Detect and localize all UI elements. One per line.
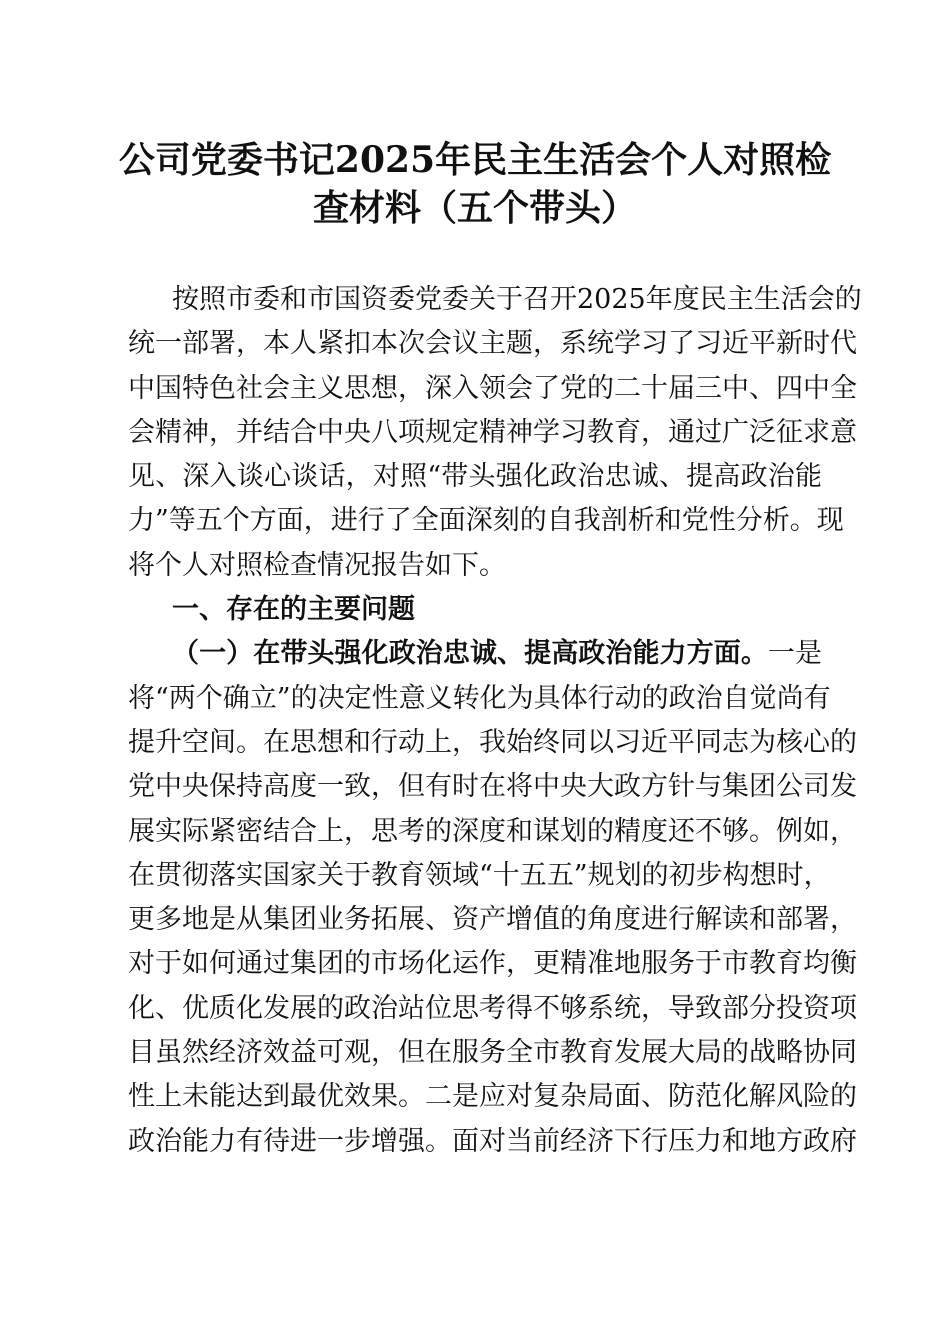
text-line: 将“两个确立”的决定性意义转化为具体行动的政治自觉尚有 — [128, 682, 831, 714]
text-line: 性上未能达到最优效果。二是应对复杂局面、防范化解风险的 — [128, 1081, 857, 1113]
title-line-2: 查材料（五个带头） — [312, 187, 637, 229]
section-heading: 一、存在的主要问题 — [172, 594, 415, 626]
text-line: 化、优质化发展的政治站位思考得不够系统，导致部分投资项 — [128, 992, 857, 1024]
text-line: 按照市委和市国资委党委关于召开2025年度民主生活会的 — [172, 284, 862, 315]
title-line-1: 公司党委书记2025年民主生活会个人对照检 — [118, 139, 832, 181]
text-line: 更多地是从集团业务拓展、资产增值的角度进行解读和部署， — [128, 904, 857, 936]
text-line: 力”等五个方面，进行了全面深刻的自我剖析和党性分析。现 — [128, 505, 844, 537]
intro-paragraph — [128, 278, 862, 588]
document-body — [128, 278, 862, 1164]
text-line: 展实际紧密结合上，思考的深度和谋划的精度还不够。例如， — [128, 815, 857, 847]
document-title — [100, 136, 850, 232]
section-1-paragraph — [128, 677, 857, 1164]
text-line: 见、深入谈心谈话，对照“带头强化政治忠诚、提高政治能 — [128, 461, 822, 493]
text-line: 提升空间。在思想和行动上，我始终同以习近平同志为核心的 — [128, 726, 857, 758]
section-1-lead — [128, 632, 822, 676]
section-1-lead-bold: （一）在带头强化政治忠诚、提高政治能力方面。 — [172, 638, 768, 670]
text-line: 党中央保持高度一致，但有时在将中央大政方针与集团公司发 — [128, 771, 857, 803]
text-line: 将个人对照检查情况报告如下。 — [128, 549, 506, 581]
text-line: 对于如何通过集团的市场化运作，更精准地服务于市教育均衡 — [128, 948, 857, 980]
section-1-lead-rest: 一是 — [767, 638, 823, 670]
text-line: 政治能力有待进一步增强。面对当前经济下行压力和地方政府 — [128, 1125, 857, 1157]
text-line: 中国特色社会主义思想，深入领会了党的二十届三中、四中全 — [128, 372, 857, 404]
text-line: 目虽然经济效益可观，但在服务全市教育发展大局的战略协同 — [128, 1037, 857, 1069]
text-line: 在贯彻落实国家关于教育领域“十五五”规划的初步构想时， — [128, 859, 831, 891]
text-line: 统一部署，本人紧扣本次会议主题，系统学习了习近平新时代 — [128, 328, 857, 360]
text-line: 会精神，并结合中央八项规定精神学习教育，通过广泛征求意 — [128, 416, 857, 448]
